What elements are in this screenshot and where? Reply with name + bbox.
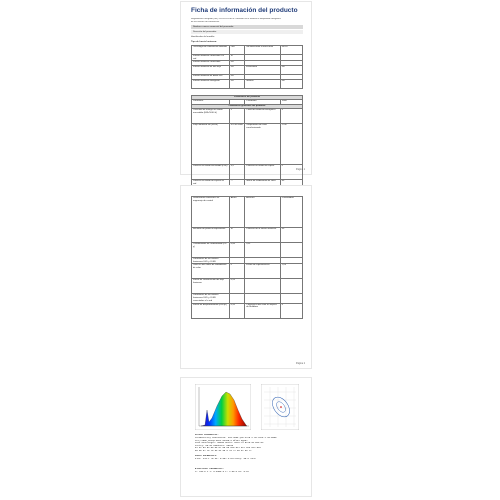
document-page-2 — [181, 186, 311, 368]
table-cell: 6 — [280, 303, 302, 318]
intro-text — [191, 18, 303, 24]
photo-parameters — [195, 458, 301, 461]
table-cell: Fuente luminosa conectable — [192, 61, 230, 66]
table-row — [192, 264, 303, 279]
table-cell: 0 — [229, 264, 245, 279]
table-cell: Dimensiones exteriores sin engranaje de control — [192, 197, 230, 228]
document-page-1 — [181, 2, 311, 185]
intro-line: de las fuentes de iluminación — [191, 20, 220, 23]
parameter-line: 80 86 92 79 78 83 84 58 9 70 77 60 82 96 72 — [195, 448, 252, 452]
page-title: Ficha de información del producto — [191, 7, 298, 14]
table-cell: 0,46 — [229, 243, 245, 258]
table-cell: Anchura — [245, 197, 281, 228]
table-cell: Consumo de energía en modo encendido (kWh/1000 h) — [192, 109, 230, 124]
table-cell: Factor de desplazamiento (cos φ1) — [192, 303, 230, 318]
page2-parameters-table — [191, 196, 303, 319]
supplier-row: Nombre o marca comercial del proveedor: — [191, 25, 303, 29]
table-cell: Potencia en modo encendido (Pon) — [192, 165, 230, 180]
table-cell: 5 — [229, 109, 245, 124]
table-cell: Factor de conservación del flujo luminoso — [192, 279, 230, 294]
table-cell: 0 — [280, 165, 302, 180]
table-cell: No — [280, 66, 302, 75]
document-page-3 — [181, 378, 311, 496]
table-cell: Tecnología de iluminación utilizada — [192, 46, 230, 55]
table-cell: 0,93 — [229, 279, 245, 294]
table-cell: 470 en cono — [229, 124, 245, 165]
table-cell: — — [229, 180, 245, 195]
table-cell: 1,00 — [280, 264, 302, 279]
table-cell: Potencia en modo de espera — [245, 165, 281, 180]
param-header-cell: Parámetro — [245, 100, 281, 105]
table-cell: Altura — [229, 197, 245, 228]
address-row: Dirección del proveedor: — [191, 30, 303, 34]
parameter-line: R1 R2 R3 R4 R5 R6 R7 R8 R9 R10 R11 R12 R13 R14 R15 — [195, 446, 261, 450]
electrical-parameters — [195, 471, 301, 474]
table-cell: NO — [229, 66, 245, 75]
chromaticity-point — [280, 406, 282, 408]
parameter-line: Flux: 470.1 lm Fe: 5.092 W Efficacy: 95.9 lm/W — [195, 458, 256, 460]
table-cell: Fuente luminosa de doble uso — [192, 75, 230, 80]
table-cell — [280, 243, 302, 258]
colour-parameters — [195, 437, 301, 453]
table-row — [192, 80, 303, 89]
colour-heading: Colour Parameters: — [195, 434, 219, 436]
model-id-row: Identificador del modelo: — [191, 36, 215, 38]
table-cell: Fuente luminosa inteligente — [192, 80, 230, 89]
table-cell: Envolvente — [245, 66, 281, 75]
table-cell — [280, 279, 302, 294]
table-cell: No direccional o direccional — [245, 46, 281, 55]
table-cell — [245, 279, 281, 294]
table-cell — [229, 294, 245, 303]
page-number: Página 1 — [295, 169, 305, 171]
table-cell: Parámetros de las fuentes luminosas LED y OLED — [192, 258, 230, 264]
table-row — [192, 197, 303, 228]
table-row — [192, 243, 303, 258]
parameter-line: Chromaticity Coordinate: x=0.4606 y=0.4125 u'=0.2525 v'=0.5090 — [195, 437, 277, 439]
table-cell: LED — [229, 46, 245, 55]
table-cell: 0,55 — [229, 303, 245, 318]
table-row — [192, 228, 303, 243]
table-row — [192, 124, 303, 165]
photo-heading: Photo Parameters: — [195, 455, 218, 457]
table-cell: Factor de supervivencia — [245, 264, 281, 279]
table-cell: 80 — [280, 180, 302, 195]
table-cell: 2700 — [280, 124, 302, 165]
table-row — [192, 66, 303, 75]
table-cell: Coordenadas de cromaticidad (x e y) — [192, 243, 230, 258]
table-cell: Reclamo de potencia equivalente — [192, 228, 230, 243]
table-cell: No — [280, 80, 302, 89]
table-row — [192, 109, 303, 124]
table-cell — [245, 294, 281, 303]
table-row — [192, 294, 303, 303]
table-cell — [280, 294, 302, 303]
parameter-line: U: 230.0 V I: 0.0350 A P: 4.90 W PF: 0.61 — [195, 471, 249, 473]
table-cell: 0,41 — [245, 243, 281, 258]
table-row — [192, 165, 303, 180]
table-cell: 40 — [280, 228, 302, 243]
table-cell: Profundidad — [280, 197, 302, 228]
table-cell: NO — [229, 80, 245, 89]
table-cell: Potencia en modo de espera en red — [192, 180, 230, 195]
table-cell: 4,9 — [229, 165, 245, 180]
table-cell: Fuente luminosa de alto flujo — [192, 66, 230, 75]
table-cell: Temperatura de color correlacionada — [245, 124, 281, 165]
product-parameters-table — [191, 95, 303, 195]
table-cell: Interfaz — [245, 80, 281, 89]
electrical-heading: Electrical Parameters: — [195, 468, 224, 470]
page-number: Página 2 — [295, 363, 305, 365]
table-cell: Clase de eficiencia energética — [245, 109, 281, 124]
table-cell: Índice de rendimiento de color — [245, 180, 281, 195]
section-heading: Parámetros generales del producto — [192, 105, 303, 109]
param-header-cell: Parámetro — [192, 100, 230, 105]
table-cell: F — [280, 109, 302, 124]
table-cell: NDLS — [280, 46, 302, 55]
table-cell: SÍ — [229, 228, 245, 243]
table-cell: NO — [229, 61, 245, 66]
table-cell: Fuente luminosa conectada a la red — [192, 55, 230, 61]
table-cell: Valor R9 del índice de rendimiento de color — [192, 264, 230, 279]
parameter-line: CCT:2700K Duv=0.0024 Ra=80.9 Rf=81 Rg=97 — [195, 438, 248, 442]
param-header-cell: Valor — [280, 100, 302, 105]
table-row — [192, 46, 303, 55]
chromaticity-frame — [261, 384, 299, 430]
intro-line: Reglamento Delegado (UE) 2019/2015 de la Comisión en lo relativo al etiquetado energético — [191, 18, 281, 20]
table-cell: Parámetros de las fuentes luminosas LED y OLED conectadas a la red — [192, 294, 230, 303]
table-row — [192, 279, 303, 294]
table-cell: Coherencia del color en elipses de McAdam — [245, 303, 281, 318]
chromaticity-diagram — [261, 384, 299, 430]
table-cell: NO — [229, 75, 245, 80]
spectrum-chart — [195, 384, 251, 430]
parameter-line: Purity: 50.8% Dominant: 581nm — [195, 443, 234, 447]
parameter-line: Peak Wavelength: 606nm Ratio: R=16.7% G=79.8% B=3.5% — [195, 441, 264, 445]
table-cell: Potencia de la fuente luminosa — [245, 228, 281, 243]
table-cell: SÍ — [229, 55, 245, 61]
light-source-type-table — [191, 45, 303, 89]
light-source-type-label: Tipo de fuente luminosa: — [191, 41, 217, 43]
section-heading: Parámetros del producto — [192, 96, 303, 100]
table-row — [192, 303, 303, 318]
table-cell: Flujo luminoso útil (Φuse) — [192, 124, 230, 165]
